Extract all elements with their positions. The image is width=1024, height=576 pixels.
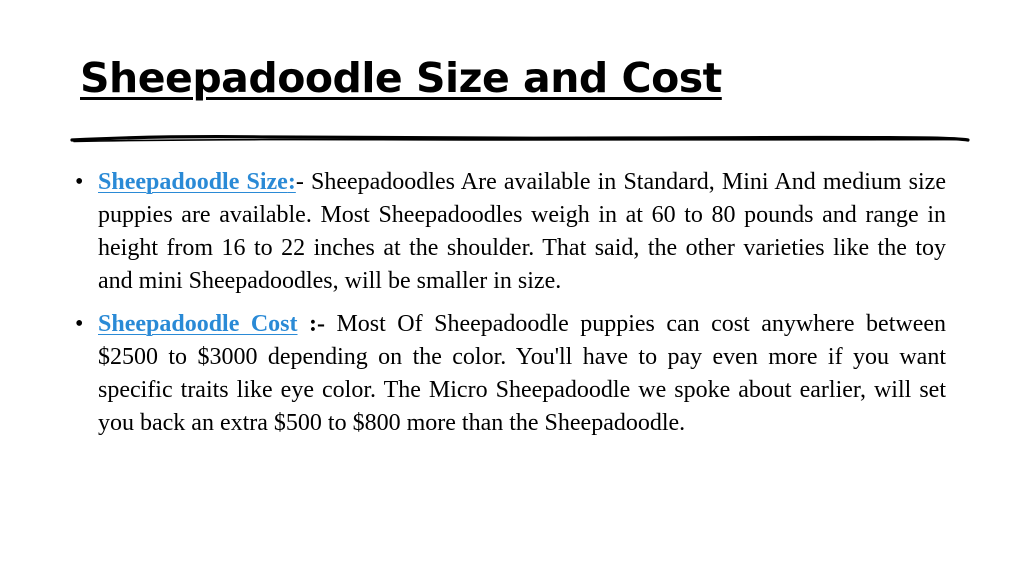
bullet-marker: •: [75, 311, 84, 337]
bullet-separator: -: [295, 169, 304, 195]
title-divider: [70, 126, 970, 150]
link-suffix: :: [287, 169, 296, 195]
sheepadoodle-cost-link[interactable]: [98, 311, 298, 337]
bullet-list: [73, 166, 946, 450]
sheepadoodle-size-link[interactable]: [98, 169, 296, 195]
slide-title: Sheepadoodle Size and Cost: [80, 54, 722, 102]
bullet-item-cost: [73, 308, 946, 440]
bullet-marker: •: [75, 169, 84, 195]
bullet-item-size: [73, 166, 946, 298]
bullet-text: Most Of Sheepadoodle puppies can cost anywhere between $2500 to $3000 depending on the color. You'll have to pay even more if you want specific traits like eye color. The Micro Sheepadoodle we spoke about earlier, will set you back an extra $500 to $800 more than the Sheepadoodle.: [98, 311, 946, 436]
bullet-text: Sheepadoodles Are available in Standard, Mini And medium size puppies are available. Most Sheepadoodles weigh in at 60 to 80 pounds and range in height from 16 to 22 inches at the shoulder. That said, the other varieties like the toy and mini Sheepadoodles, will be smaller in size.: [98, 169, 946, 294]
bullet-separator: :-: [297, 311, 325, 337]
link-label: Sheepadoodle Size: [98, 169, 288, 195]
link-label: Sheepadoodle Cost: [98, 311, 298, 337]
